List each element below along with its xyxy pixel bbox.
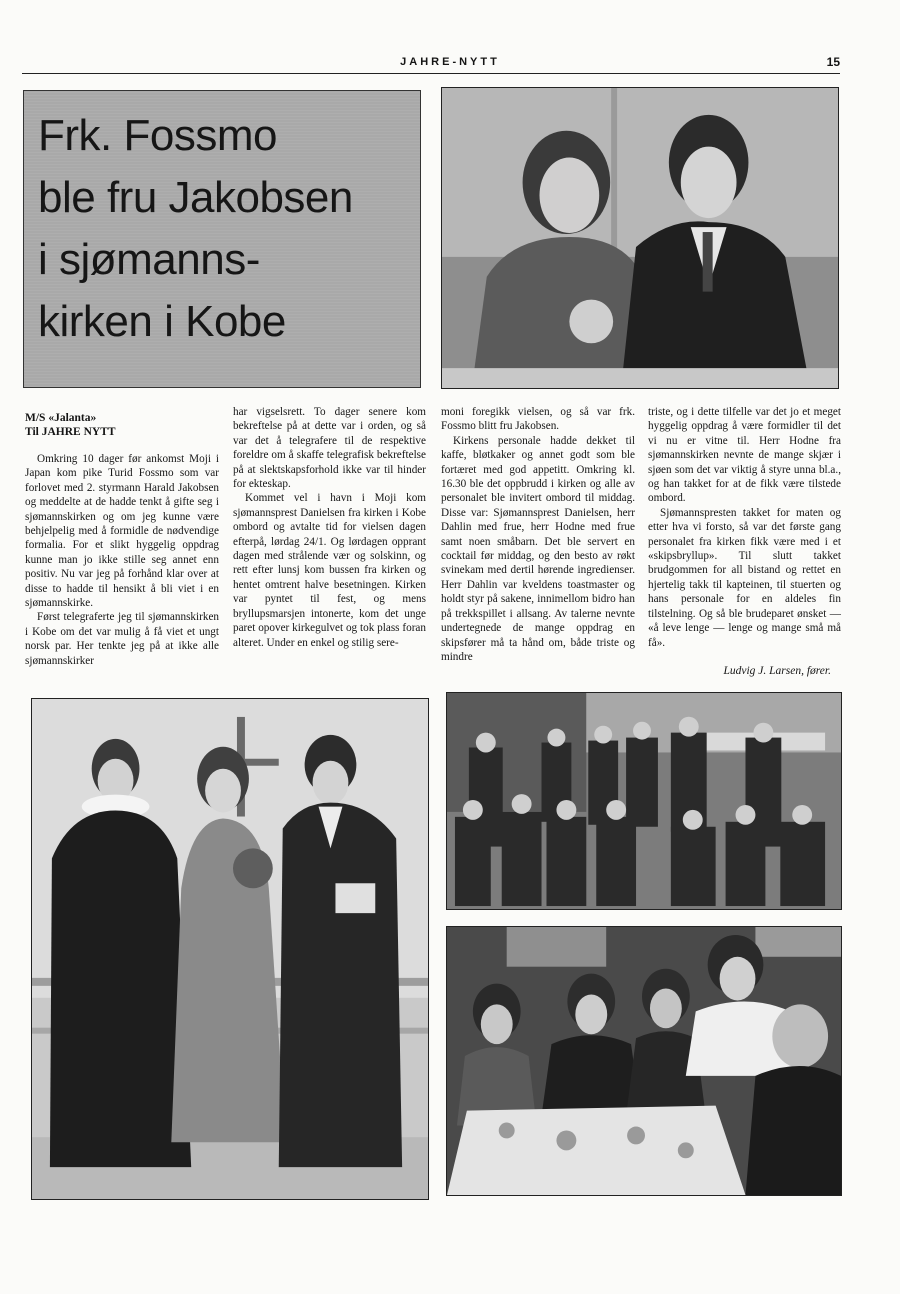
dinner-photo <box>446 926 842 1196</box>
headline-line: ble fru Jakobsen <box>38 173 353 222</box>
group-photo-image <box>447 693 841 909</box>
paragraph: Omkring 10 dager før ankomst Moji i Japan kom pike Turid Fossmo som var forlovet med 2. styrmann Harald Jakobsen og meddelte at de hadde tenkt å gifte seg i sjømannskirken og om jeg kunne være behjelpelig med å formidle de nødvendige formalia. For et slikt hyggelig oppdrag kunne man jo ikke stille seg annet enn positiv. Nu var jeg på forhånd klar over at disse to hadde til hensikt å bli viet i en sjømannskirke. <box>25 453 219 610</box>
couple-photo-image <box>442 88 838 388</box>
paragraph: Sjømannspresten takket for maten og etter hva vi forsto, så var det første gang personalet fra kirken fikk være med i et «skipsbryllup». Til slutt takket brudgommen for all bistand og rettet en hjertelig takk til kapteinen, til stuerten og hans personale for en aldeles fin tilstelning. Og så ble brudeparet ønsket — «å leve lenge — lenge og mange små må få». <box>648 506 841 649</box>
headline <box>38 105 412 353</box>
running-header-title: JAHRE-NYTT <box>400 56 500 68</box>
article-column-2 <box>233 405 426 650</box>
headline-line: kirken i Kobe <box>38 297 286 346</box>
byline-ship: M/S «Jalanta» <box>25 412 97 424</box>
headline-line: Frk. Fossmo <box>38 111 277 160</box>
byline-recipient: Til JAHRE NYTT <box>25 426 116 438</box>
dinner-photo-image <box>447 927 841 1195</box>
article-column-3 <box>441 405 635 664</box>
signature: Ludvig J. Larsen, fører. <box>723 665 831 677</box>
paragraph: Kirkens personale hadde dekket til kaffe, bløtkaker og annet godt som ble fortæret med god appetitt. Omkring kl. 16.30 ble det oppbrudd i kirken og alle av personalet ble invitert ombord til middag. Disse var: Sjømannsprest Danielsen, herr Dahlin med frue, herr Hodne med frue samt noen småbarn. Det ble servert en cocktail før middag, og den besto av røkt svinekam med dertil hørende ingredienser. Herr Dahlin var kveldens toastmaster og holdt styr på sakene, innimellom bidro han på trekkspillet i allsang. Av talerne nevnte undertegnede de mange oppdrag en skipsfører må ta hånd om, både triste og mindre <box>441 434 635 663</box>
article-column-4 <box>648 405 841 650</box>
paragraph: Først telegraferte jeg til sjømannskirken i Kobe om det var mulig å få viet et ungt norsk par. Her tenkte jeg på at ikke alle sjømannskirker <box>25 611 219 667</box>
article-column-1 <box>25 452 219 668</box>
paragraph: moni foregikk vielsen, og så var frk. Fossmo blitt fru Jakobsen. <box>441 406 635 433</box>
group-photo <box>446 692 842 910</box>
header-rule <box>22 73 840 74</box>
paragraph: Kommet vel i havn i Moji kom sjømannsprest Danielsen fra kirken i Kobe ombord og avtalte tid for vielsen dagen efterpå, lørdag 24/1. Og lørdagen opprant dagen med strålende vær og solskinn, og rett efter lunsj kom bussen fra kirken og hentet omtrent halve besetningen. Kirken var pyntet til fest, og mens bryllupsmarsjen intonerte, kom det unge paret opover kirkegulvet og tok plass foran alteret. Under en enkel og stilig sere- <box>233 492 426 649</box>
headline-line: i sjømanns- <box>38 235 260 284</box>
page-number: 15 <box>826 55 840 69</box>
paragraph: triste, og i dette tilfelle var det jo et meget hyggelig oppdrag å være formidler til det vi nu er vitne til. Herr Hodne fra sjømannskirken nevnte de mange skjær i sjøen som det var viktig å styre unna bl.a., og han takket for at de fikk være tilstede ombord. <box>648 406 841 505</box>
wedding-altar-photo-image <box>32 699 428 1199</box>
paragraph: har vigselsrett. To dager senere kom bekreftelse på at dette var i orden, og så var det å telegrafere til de respektive foreldre om å skaffe telegrafisk bekreftelse på at slektskapsforhold ikke var til hinder for ekteskap. <box>233 406 426 491</box>
couple-photo <box>441 87 839 389</box>
wedding-altar-photo <box>31 698 429 1200</box>
headline-box <box>23 90 421 388</box>
